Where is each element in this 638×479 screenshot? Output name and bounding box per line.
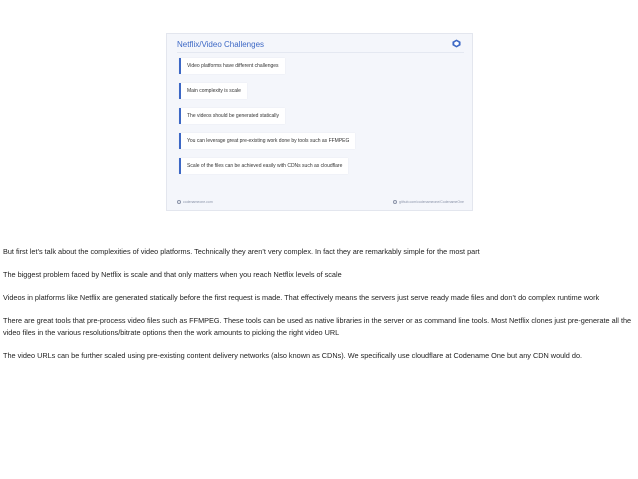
slide-footer-left xyxy=(177,200,213,204)
slide-title: Netflix/Video Challenges xyxy=(177,40,265,49)
search-icon xyxy=(177,200,181,204)
github-icon xyxy=(393,200,397,204)
slide-divider xyxy=(177,52,464,53)
slide-bullet: Video platforms have different challenges xyxy=(179,58,285,74)
note-paragraph: The video URLs can be further scaled using pre-existing content delivery networks (also known as CDNs). We specifically use cloudflare at Codename One but any CDN would do. xyxy=(3,351,583,360)
slide xyxy=(166,33,473,211)
note-paragraph: There are great tools that pre-process video files such as FFMPEG. These tools can be used as native libraries in the server or as command line tools. Most Netflix clones just pre-generate all the video files in the various resolutions/bitrate options then the work amounts to picking the right video URL xyxy=(3,316,632,337)
note-paragraph: The biggest problem faced by Netflix is scale and that only matters when you reach Netflix levels of scale xyxy=(3,270,342,279)
codename-one-logo-icon xyxy=(452,39,461,48)
slide-bullet: You can leverage great pre-existing work done by tools such as FFMPEG xyxy=(179,133,355,149)
slide-bullet: Main complexity is scale xyxy=(179,83,247,99)
slide-bullet: Scale of the files can be achieved easily with CDNs such as cloudflare xyxy=(179,158,348,174)
footer-website: codenameone.com xyxy=(183,200,213,204)
note-paragraph: Videos in platforms like Netflix are generated statically before the first request is made. That effectively means the servers just serve ready made files and don’t do complex runtime work xyxy=(3,293,600,302)
slide-footer-right xyxy=(393,200,464,204)
slide-bullet: The videos should be generated statically xyxy=(179,108,285,124)
speaker-notes xyxy=(3,246,633,373)
footer-github: github.com/codenameone/CodenameOne xyxy=(399,200,464,204)
note-paragraph: But first let’s talk about the complexities of video platforms. Technically they aren’t very complex. In fact they are remarkably simple for the most part xyxy=(3,247,480,256)
